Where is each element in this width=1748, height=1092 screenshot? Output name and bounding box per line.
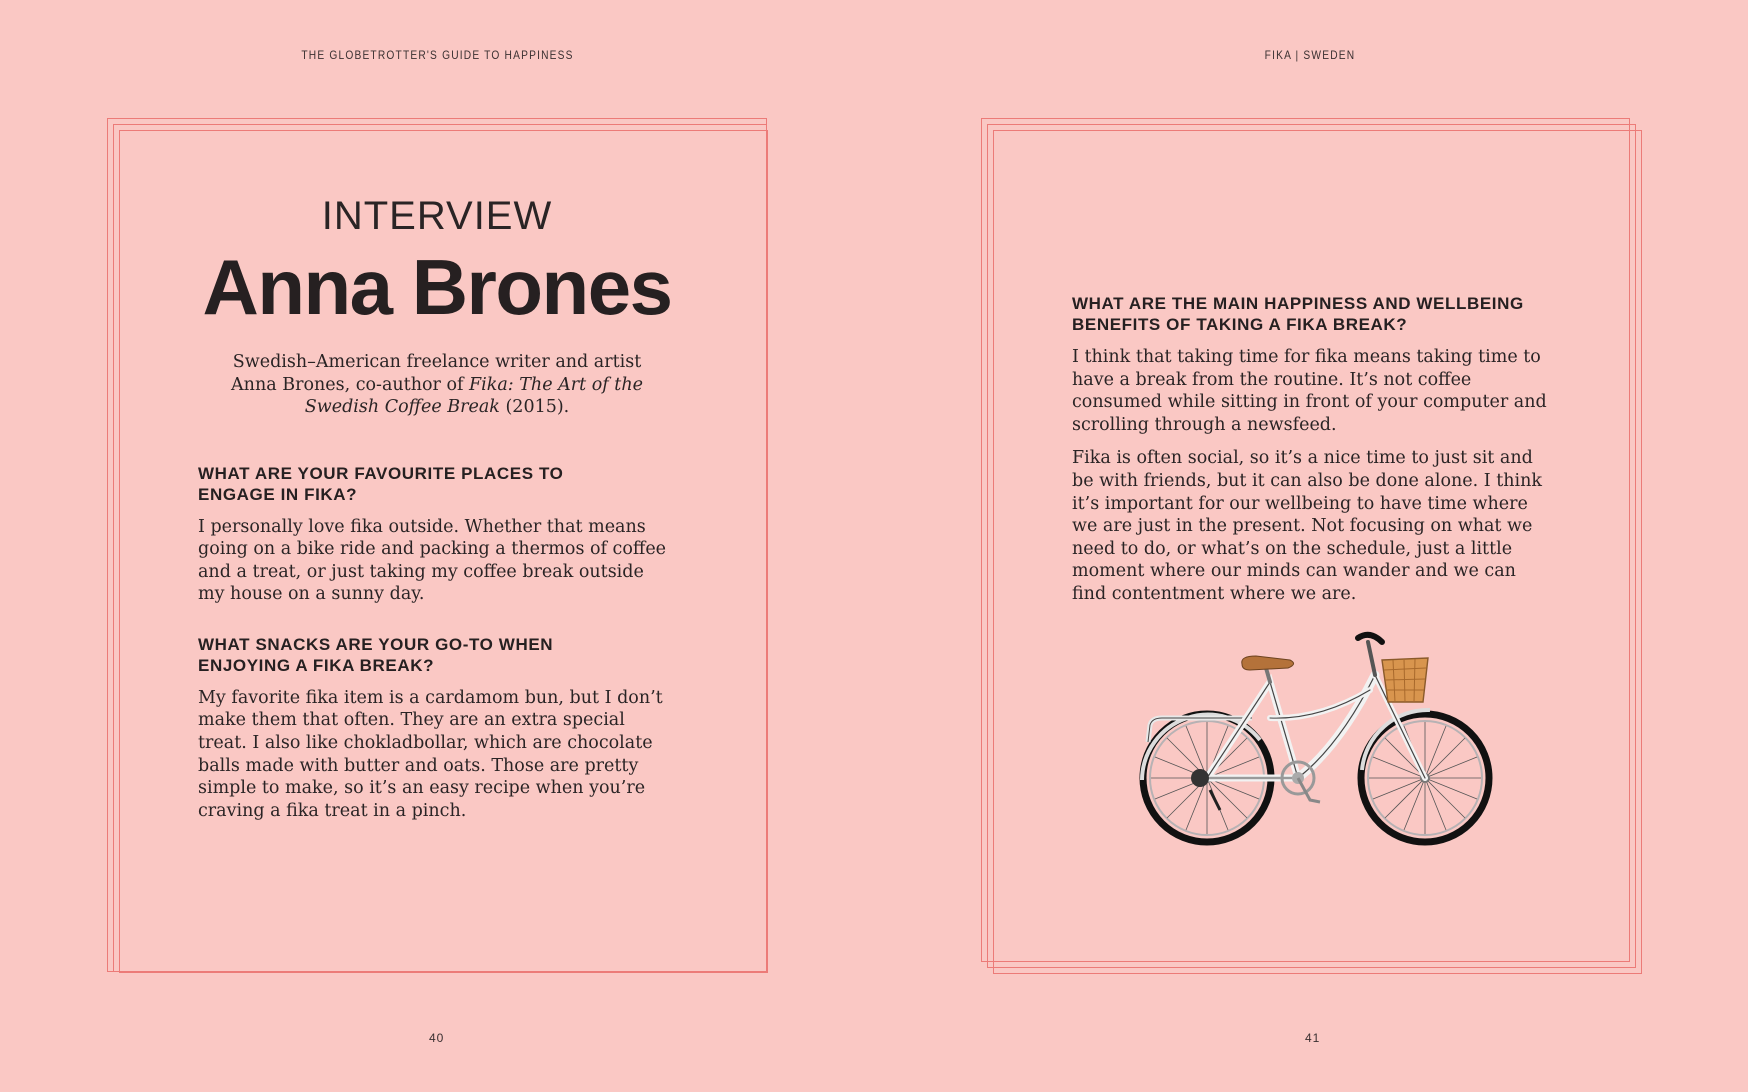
- answer-snacks: My favorite fika item is a cardamom bun, but I don’t make them that often. They are an extra special treat. I also like chokladbollar, which are chocolate balls made with butter and oats. Those are pretty simple to make, so it’s an easy recipe when you’re craving a fika treat in a pinch.: [198, 687, 663, 821]
- question-favourite-places: WHAT ARE YOUR FAVOURITE PLACES TO ENGAGE IN FIKA?: [198, 463, 564, 504]
- question-snacks: WHAT SNACKS ARE YOUR GO-TO WHEN ENJOYING A FIKA BREAK?: [198, 634, 554, 675]
- answer-favourite-places: I personally love fika outside. Whether that means going on a bike ride and packing a thermos of coffee and a treat, or just taking my coffee break outside my house on a sunny day.: [198, 516, 667, 605]
- left-page-content: [198, 196, 676, 822]
- saddle: [1242, 656, 1294, 670]
- interviewee-name: Anna Brones: [202, 243, 672, 331]
- bicycle-with-basket-icon: [1130, 630, 1500, 860]
- answer-benefits-paragraph-2: Fika is often social, so it’s a nice time to just sit and be with friends, but it can also be done alone. I think it’s important for our wellbeing to have time where we are just in the present. Not focusing on what we need to do, or what’s on the schedule, just a little moment where our minds can wander and we can find contentment where we are.: [1072, 448, 1542, 604]
- left-page-number: 40: [429, 1031, 445, 1045]
- answer-benefits-paragraph-1: I think that taking time for fika means taking time to have a break from the routine. It’s not coffee consumed while sitting in front of your computer and scrolling through a newsfeed.: [1072, 347, 1547, 435]
- right-page-number: 41: [1305, 1031, 1321, 1045]
- interview-kicker: INTERVIEW: [321, 194, 553, 238]
- interviewee-intro: Swedish–American freelance writer and artist Anna Brones, co-author of Fika: The Art of the Swedish Coffee Break (2015).: [231, 352, 643, 417]
- left-running-head: THE GLOBETROTTER'S GUIDE TO HAPPINESS: [301, 48, 574, 62]
- basket: [1382, 658, 1428, 702]
- right-page-content: [1072, 293, 1550, 606]
- question-benefits: WHAT ARE THE MAIN HAPPINESS AND WELLBEING BENEFITS OF TAKING A FIKA BREAK?: [1072, 294, 1524, 334]
- right-running-head: FIKA | SWEDEN: [1264, 48, 1356, 62]
